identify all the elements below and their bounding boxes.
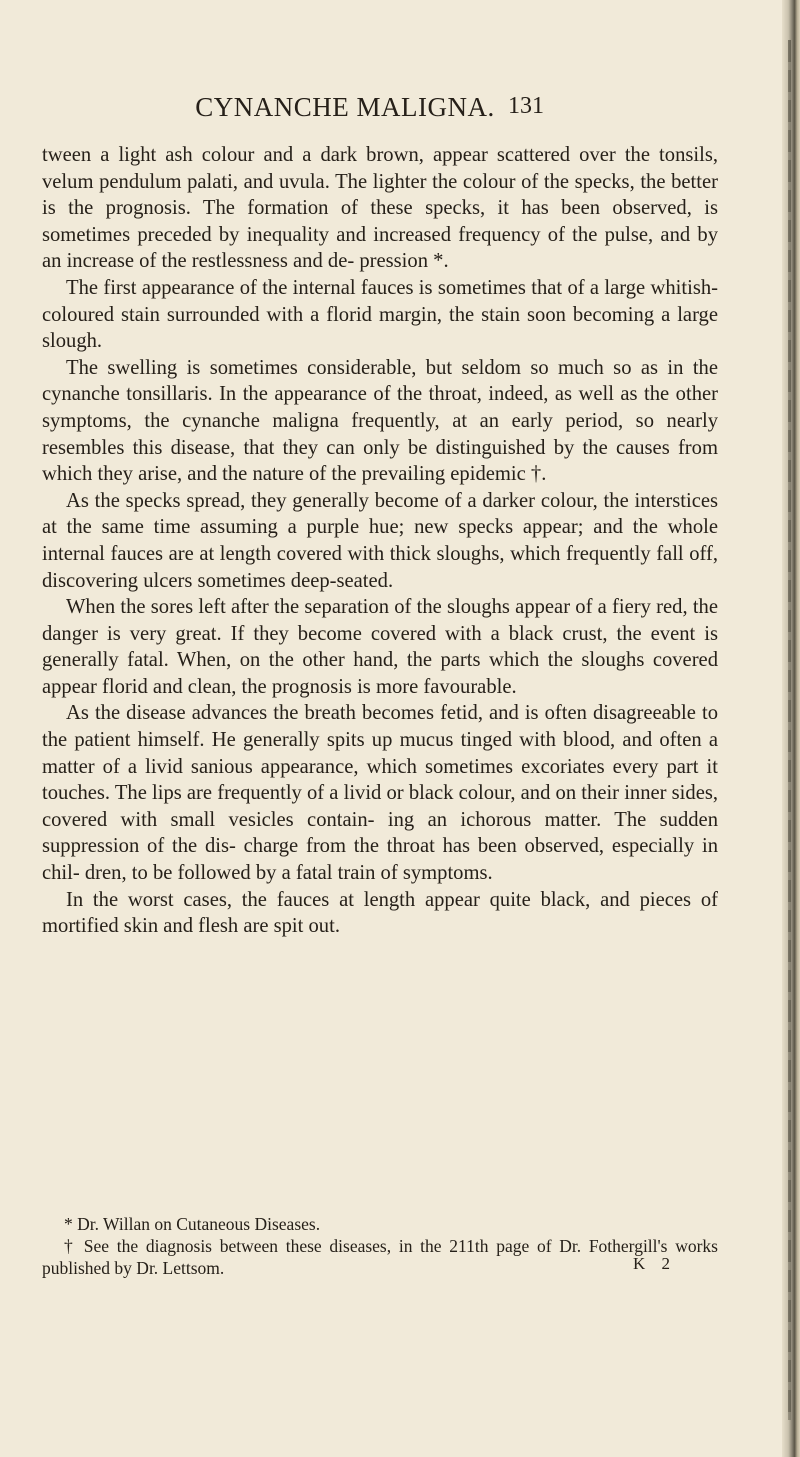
paragraph: As the specks spread, they generally become of a darker colour, the interstices at the same time assuming a purple hue; new specks appear; and the whole internal fauces are at length covered with thick sloughs, which frequently fall off, discovering ulcers sometimes deep-seated. xyxy=(42,489,718,592)
paragraph: The swelling is sometimes considerable, but seldom so much so as in the cynanche tonsillaris. In the appearance of the throat, indeed, as well as the other symptoms, the cynanche maligna frequently, at an early period, so nearly resembles this disease, that they can only be distinguished by the causes from which they arise, and the nature of the prevailing epidemic †. xyxy=(42,356,718,486)
page-number: 131 xyxy=(508,93,544,119)
paragraph: When the sores left after the separation of the sloughs appear of a fiery red, the danger is very great. If they become covered with a black crust, the event is generally fatal. When, on the other hand, the parts which the sloughs covered appear florid and clean, the prognosis is more favourable. xyxy=(42,596,718,698)
paragraph: As the disease advances the breath becomes fetid, and is often disagreeable to the patient himself. He generally spits up mucus tinged with blood, and often a matter of a livid sanious appearance, which sometimes excoriates every part it touches. The lips are frequently of a livid or black colour, and on their inner sides, covered with small vesicles contain- ing an ichorous matter. The sudden suppression of the dis- charge from the throat has been observed, especially in chil- dren, to be followed by a fatal train of symptoms. xyxy=(42,702,718,885)
paragraph: tween a light ash colour and a dark brown, appear scattered over the tonsils, velum pendulum palati, and uvula. The lighter the colour of the specks, the better is the prognosis. The formation of these specks, it has been observed, is sometimes preceded by inequality and increased frequency of the pulse, and by an increase of the restlessness and de- pression *. xyxy=(42,144,718,273)
page-header xyxy=(0,92,780,136)
running-title: CYNANCHE MALIGNA. xyxy=(195,92,495,122)
page-edge-binding xyxy=(782,0,800,1457)
signature-mark: K 2 xyxy=(632,1254,676,1273)
footnote: * Dr. Willan on Cutaneous Diseases. xyxy=(64,1214,321,1234)
paragraph: In the worst cases, the fauces at length appear quite black, and pieces of mortified skin and flesh are spit out. xyxy=(42,888,718,938)
footnote: † See the diagnosis between these diseases, in the 211th page of Dr. Fothergill's works published by Dr. Lettsom. xyxy=(42,1236,718,1278)
body-text xyxy=(42,142,718,940)
paragraph: The first appearance of the internal fauces is sometimes that of a large whitish-coloured stain surrounded with a florid margin, the stain soon becoming a large slough. xyxy=(42,276,718,353)
footnotes xyxy=(42,1213,718,1279)
